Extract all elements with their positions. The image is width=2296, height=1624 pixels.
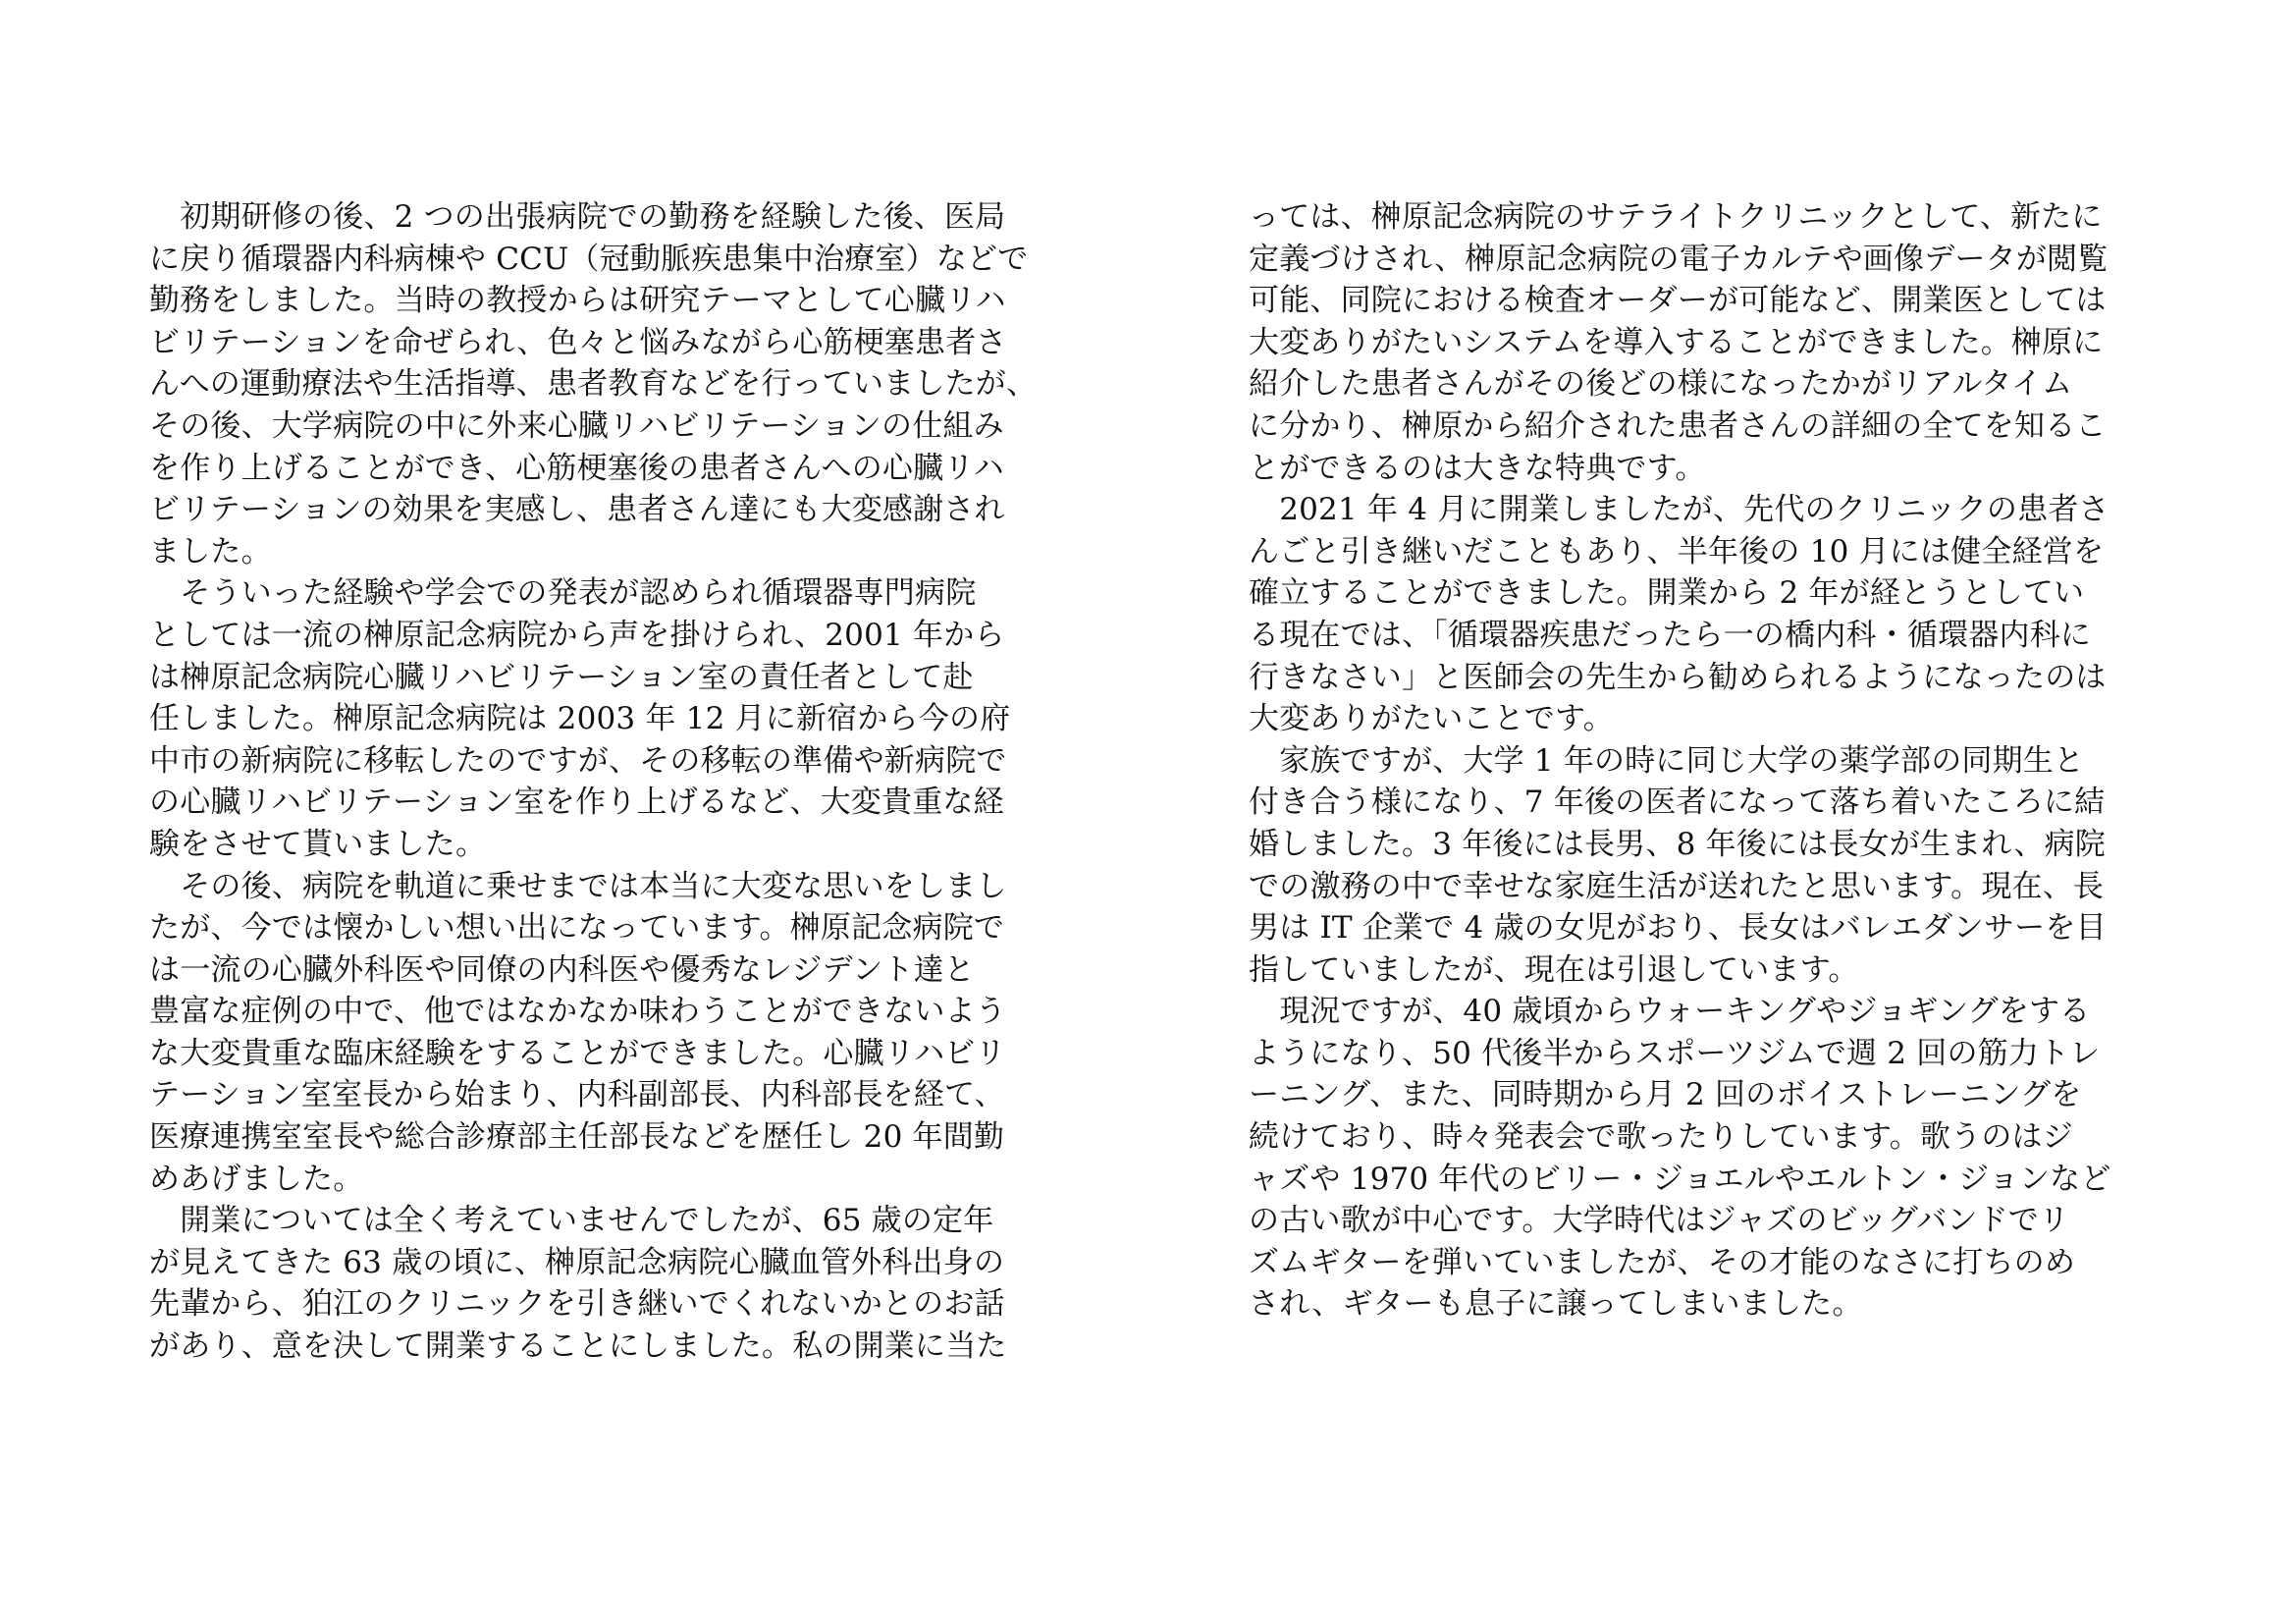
text-line: ビリテーションを命ぜられ、色々と悩みながら心筋梗塞患者さ [149, 324, 1007, 360]
text-line: 医療連携室室長や総合診療部主任部長などを歴任し 20 年間勤 [149, 1119, 1005, 1156]
text-line: ビリテーションの効果を実感し、患者さん達にも大変感謝され [149, 492, 1005, 528]
text-line: 男は IT 企業で 4 歳の女児がおり、長女はバレエダンサーを目 [1249, 910, 2107, 947]
text-line: 確立することができました。開業から 2 年が経とうとしてい [1249, 575, 2085, 612]
text-line: が見えてきた 63 歳の頃に、榊原記念病院心臓血管外科出身の [149, 1244, 1005, 1280]
text-line: 中市の新病院に移転したのですが、その移転の準備や新病院で [149, 742, 1007, 779]
text-line: な大変貴重な臨床経験をすることができました。心臓リハビリ [149, 1035, 1006, 1071]
text-line: んへの運動療法や生活指導、患者教育などを行っていましたが、 [149, 366, 1038, 403]
text-line: 開業については全く考えていませんでしたが、65 歳の定年 [149, 1203, 994, 1239]
text-line: たが、今では懐かしい想い出になっています。榊原記念病院で [149, 910, 1005, 947]
text-line: 験をさせて貰いました。 [149, 826, 487, 862]
text-line: 大変ありがたいシステムを導入することができました。榊原に [1249, 324, 2104, 360]
text-line: る現在では、「循環器疾患だったら一の橋内科・循環器内科に [1249, 617, 2092, 653]
text-line: そういった経験や学会での発表が認められ循環器専門病院 [149, 575, 977, 612]
text-line: は一流の心臓外科医や同僚の内科医や優秀なレジデント達と [149, 951, 976, 988]
text-line: 続けており、時々発表会で歌ったりしています。歌うのはジ [1249, 1119, 2073, 1156]
text-line: 任しました。榊原記念病院は 2003 年 12 月に新宿から今の府 [149, 701, 1011, 737]
text-line: その後、大学病院の中に外来心臓リハビリテーションの仕組み [149, 407, 1004, 444]
text-line: テーション室室長から始まり、内科副部長、内科部長を経て、 [149, 1077, 1005, 1113]
text-line: とができるのは大きな特典です。 [1249, 450, 1706, 486]
text-line: 初期研修の後、2 つの出張病院での勤務を経験した後、医局 [149, 199, 1006, 235]
text-line: 2021 年 4 月に開業しましたが、先代のクリニックの患者さ [1249, 492, 2109, 528]
text-line: っては、榊原記念病院のサテライトクリニックとして、新たに [1249, 199, 2103, 235]
text-line: 家族ですが、大学 1 年の時に同じ大学の薬学部の同期生と [1249, 742, 2085, 779]
text-line: 先輩から、狛江のクリニックを引き継いでくれないかとのお話 [149, 1286, 1005, 1323]
text-line: としては一流の榊原記念病院から声を掛けられ、2001 年から [149, 617, 1005, 653]
text-line: 定義づけされ、榊原記念病院の電子カルテや画像データが閲覧 [1249, 241, 2109, 277]
text-line: ようになり、50 代後半からスポーツジムで週 2 回の筋力トレ [1249, 1035, 2101, 1071]
text-line: ました。 [149, 533, 272, 569]
text-line: その後、病院を軌道に乗せまでは本当に大変な思いをしまし [149, 868, 1007, 904]
text-line: 婚しました。3 年後には長男、8 年後には長女が生まれ、病院 [1249, 826, 2107, 862]
text-line: んごと引き継いだこともあり、半年後の 10 月には健全経営を [1249, 533, 2105, 569]
text-line: は榊原記念病院心臓リハビリテーション室の責任者として赴 [149, 659, 974, 695]
text-line: 付き合う様になり、7 年後の医者になって落ち着いたころに結 [1249, 785, 2106, 821]
text-line: 現況ですが、40 歳頃からウォーキングやジョギングをする [1249, 994, 2091, 1030]
text-line: があり、意を決して開業することにしました。私の開業に当た [149, 1328, 1007, 1365]
text-line: を作り上げることができ、心筋梗塞後の患者さんへの心臓リハ [149, 450, 1004, 486]
text-line: ーニング、また、同時期から月 2 回のボイストレーニングを [1249, 1077, 2082, 1113]
text-line: 指していましたが、現在は引退しています。 [1249, 951, 1859, 988]
left-text-column [149, 196, 1072, 1368]
right-text-column [1249, 196, 2171, 1326]
text-line: され、ギターも息子に譲ってしまいました。 [1249, 1286, 1863, 1323]
text-line: ャズや 1970 年代のビリー・ジョエルやエルトン・ジョンなど [1249, 1161, 2111, 1197]
text-line: ズムギターを弾いていましたが、その才能のなさに打ちのめ [1249, 1244, 2076, 1280]
text-line: の心臓リハビリテーション室を作り上げるなど、大変貴重な経 [149, 785, 1004, 821]
text-line: 可能、同院における検査オーダーが可能など、開業医としては [1249, 283, 2107, 319]
text-line: での激務の中で幸せな家庭生活が送れたと思います。現在、長 [1249, 868, 2105, 904]
text-line: の古い歌が中心です。大学時代はジャズのビッグバンドでリ [1249, 1203, 2070, 1239]
text-line: めあげました。 [149, 1161, 364, 1197]
text-line: 行きなさい」と医師会の先生から勧められるようになったのは [1249, 659, 2107, 695]
text-line: に戻り循環器内科病棟や CCU（冠動脈疾患集中治療室）などで [149, 241, 1029, 277]
text-line: 勤務をしました。当時の教授からは研究テーマとして心臓リハ [149, 283, 1006, 319]
text-line: に分かり、榊原から紹介された患者さんの詳細の全てを知るこ [1249, 407, 2107, 444]
text-line: 豊富な症例の中で、他ではなかなか味わうことができないよう [149, 994, 1006, 1030]
text-line: 紹介した患者さんがその後どの様になったかがリアルタイム [1249, 366, 2073, 403]
text-line: 大変ありがたいことです。 [1249, 701, 1614, 737]
